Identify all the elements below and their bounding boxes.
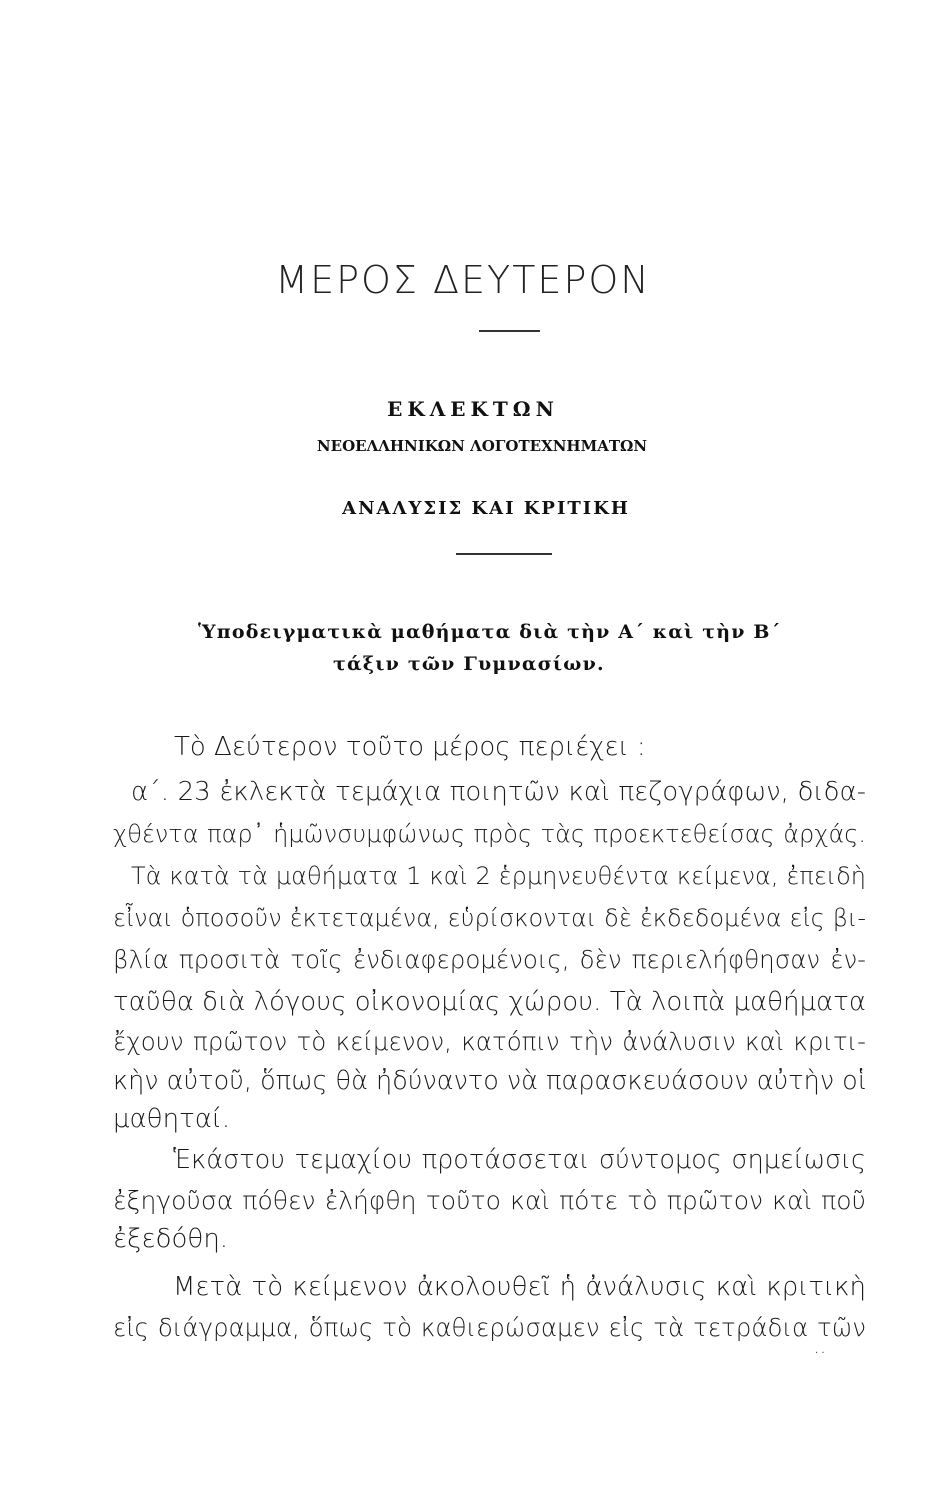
note-line-2: τάξιν τῶν Γυμνασίων. bbox=[333, 653, 605, 675]
body-line-10: μαθηταί. bbox=[113, 1104, 231, 1134]
body-line-3: χθέντα παρ᾿ ἡμῶνσυμφώνως πρὸς τὰς προεκτεθείσας ἀρχάς. bbox=[113, 820, 866, 848]
body-line-5: εἶναι ὁποσοῦν ἐκτεταμένα, εὑρίσκονται δὲ ἐκδεδομένα εἰς βι- bbox=[113, 904, 866, 932]
page-mark-dots: · · bbox=[815, 1348, 825, 1359]
divider-middle bbox=[456, 553, 552, 555]
part-title: ΜΕΡΟΣ ΔΕΥΤΕΡΟΝ bbox=[275, 258, 651, 302]
body-line-11: Ἑκάστου τεμαχίου προτάσσεται σύντομος σημείωσις bbox=[173, 1145, 866, 1175]
body-line-12: ἐξηγοῦσα πόθεν ἐλήφθη τοῦτο καὶ πότε τὸ πρῶτον καὶ ποῦ bbox=[113, 1186, 866, 1215]
divider-top bbox=[479, 330, 540, 332]
main-heading: ΝΕΟΕΛΛΗΝΙΚΩΝ ΛΟΓΟΤΕΧΝΗΜΑΤΩΝ bbox=[316, 437, 648, 455]
body-line-7: ταῦθα διὰ λόγους οἰκονομίας χώρου. Τὰ λοιπὰ μαθήματα bbox=[113, 987, 866, 1017]
note-line-1: Ὑποδειγματικὰ μαθήματα διὰ τὴν Α΄ καὶ τὴν Β΄ bbox=[198, 621, 782, 643]
body-line-1: Τὸ Δεύτερον τοῦτο μέρος περιέχει : bbox=[174, 732, 646, 762]
body-line-9: κὴν αὐτοῦ, ὅπως θὰ ἠδύναντο νὰ παρασκευάσουν αὐτὴν οἱ bbox=[113, 1066, 867, 1096]
subheading: ΑΝΑΛΥΣΙΣ ΚΑΙ ΚΡΙΤΙΚΗ bbox=[342, 498, 630, 519]
body-line-6: βλία προσιτὰ τοῖς ἐνδιαφερομένοις, δὲν περιελήφθησαν ἐν- bbox=[113, 945, 866, 974]
heading-eklekton: ΕΚΛΕΚΤΩΝ bbox=[387, 397, 559, 421]
body-line-4: Τὰ κατὰ τὰ μαθήματα 1 καὶ 2 ἑρμηνευθέντα κείμενα, ἐπειδὴ bbox=[131, 862, 866, 890]
body-line-2: α΄. 23 ἐκλεκτὰ τεμάχια ποιητῶν καὶ πεζογράφων, διδα- bbox=[131, 777, 866, 807]
body-line-14: Μετὰ τὸ κείμενον ἀκολουθεῖ ἡ ἀνάλυσις καὶ κριτικὴ bbox=[173, 1272, 866, 1302]
body-line-15: εἰς διάγραμμα, ὅπως τὸ καθιερώσαμεν εἰς τὰ τετράδια τῶν bbox=[113, 1313, 866, 1342]
body-line-8: ἔχουν πρῶτον τὸ κείμενον, κατόπιν τὴν ἀνάλυσιν καὶ κριτι- bbox=[113, 1027, 866, 1056]
body-line-13: ἐξεδόθη. bbox=[113, 1224, 229, 1254]
